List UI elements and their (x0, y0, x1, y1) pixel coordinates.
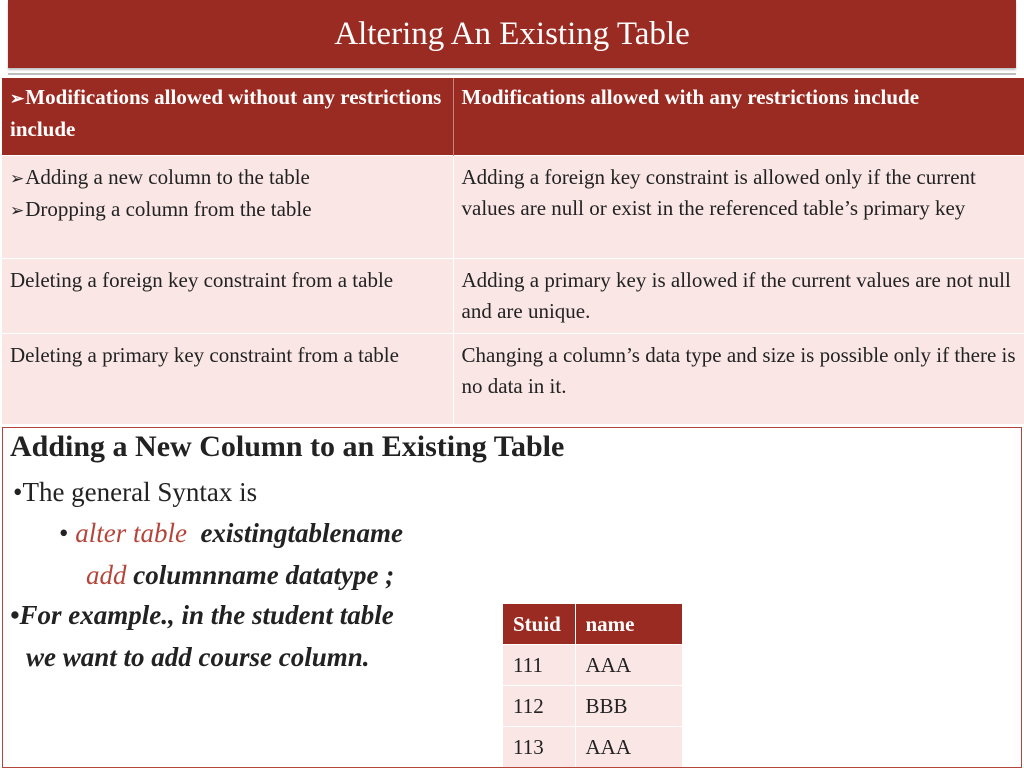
table-row (2, 259, 1024, 334)
table-cell: 111 (503, 645, 575, 686)
alter-table-syntax (59, 518, 403, 549)
table-row (503, 727, 683, 768)
arrow-bullet-icon: ➢ (10, 169, 25, 188)
table-cell: Adding a primary key is allowed if the current values are not null and are unique. (453, 259, 1024, 334)
header-restricted-text: Modifications allowed with any restrictions include (461, 85, 920, 109)
header-unrestricted-text: Modifications allowed without any restrictions include (10, 85, 442, 141)
table-cell: BBB (575, 686, 683, 727)
table-row (503, 686, 683, 727)
alter-table-keyword: alter table (75, 518, 187, 548)
slide-title (8, 0, 1016, 68)
syntax-intro-text: The general Syntax is (22, 477, 258, 507)
table-row (2, 156, 1024, 259)
bullet-icon: • (59, 518, 76, 548)
student-header-row (503, 604, 683, 645)
example-line-text: For example., in the student table (19, 600, 394, 630)
add-column-syntax (86, 560, 394, 591)
table-cell: AAA (575, 727, 683, 768)
list-item-text: Dropping a column from the table (25, 197, 312, 221)
table-row (503, 645, 683, 686)
student-table (503, 604, 683, 767)
table-cell: 113 (503, 727, 575, 768)
table-cell (2, 156, 453, 259)
example-line-text: we want to add course column. (26, 642, 370, 672)
table-cell: 112 (503, 686, 575, 727)
table-cell: Deleting a foreign key constraint from a table (2, 259, 453, 334)
example-line (10, 600, 394, 631)
column-definition-placeholder: columnname datatype ; (133, 560, 395, 590)
column-header: name (575, 604, 683, 645)
modifications-header-row (2, 78, 1024, 156)
list-item (10, 162, 445, 194)
table-cell: Deleting a primary key constraint from a table (2, 334, 453, 425)
arrow-bullet-icon: ➢ (10, 201, 25, 220)
table-cell: AAA (575, 645, 683, 686)
column-header: Stuid (503, 604, 575, 645)
header-unrestricted (2, 78, 453, 156)
divider (8, 73, 1016, 75)
table-row (2, 334, 1024, 425)
list-item (10, 194, 445, 226)
header-restricted (453, 78, 1024, 156)
modifications-table (2, 78, 1024, 424)
table-name-placeholder: existingtablename (200, 518, 403, 548)
slide-title-text: Altering An Existing Table (334, 15, 690, 52)
arrow-bullet-icon: ➢ (10, 89, 25, 108)
list-item-text: Adding a new column to the table (25, 165, 310, 189)
syntax-intro (13, 477, 257, 508)
table-cell: Changing a column’s data type and size is possible only if there is no data in it. (453, 334, 1024, 425)
table-cell: Adding a foreign key constraint is allowed only if the current values are null or exist in the referenced table’s primary key (453, 156, 1024, 259)
bullet-icon: • (10, 600, 20, 630)
bullet-icon: • (13, 477, 23, 507)
example-line (26, 642, 370, 673)
add-keyword: add (86, 560, 127, 590)
section-heading: Adding a New Column to an Existing Table (10, 430, 565, 463)
